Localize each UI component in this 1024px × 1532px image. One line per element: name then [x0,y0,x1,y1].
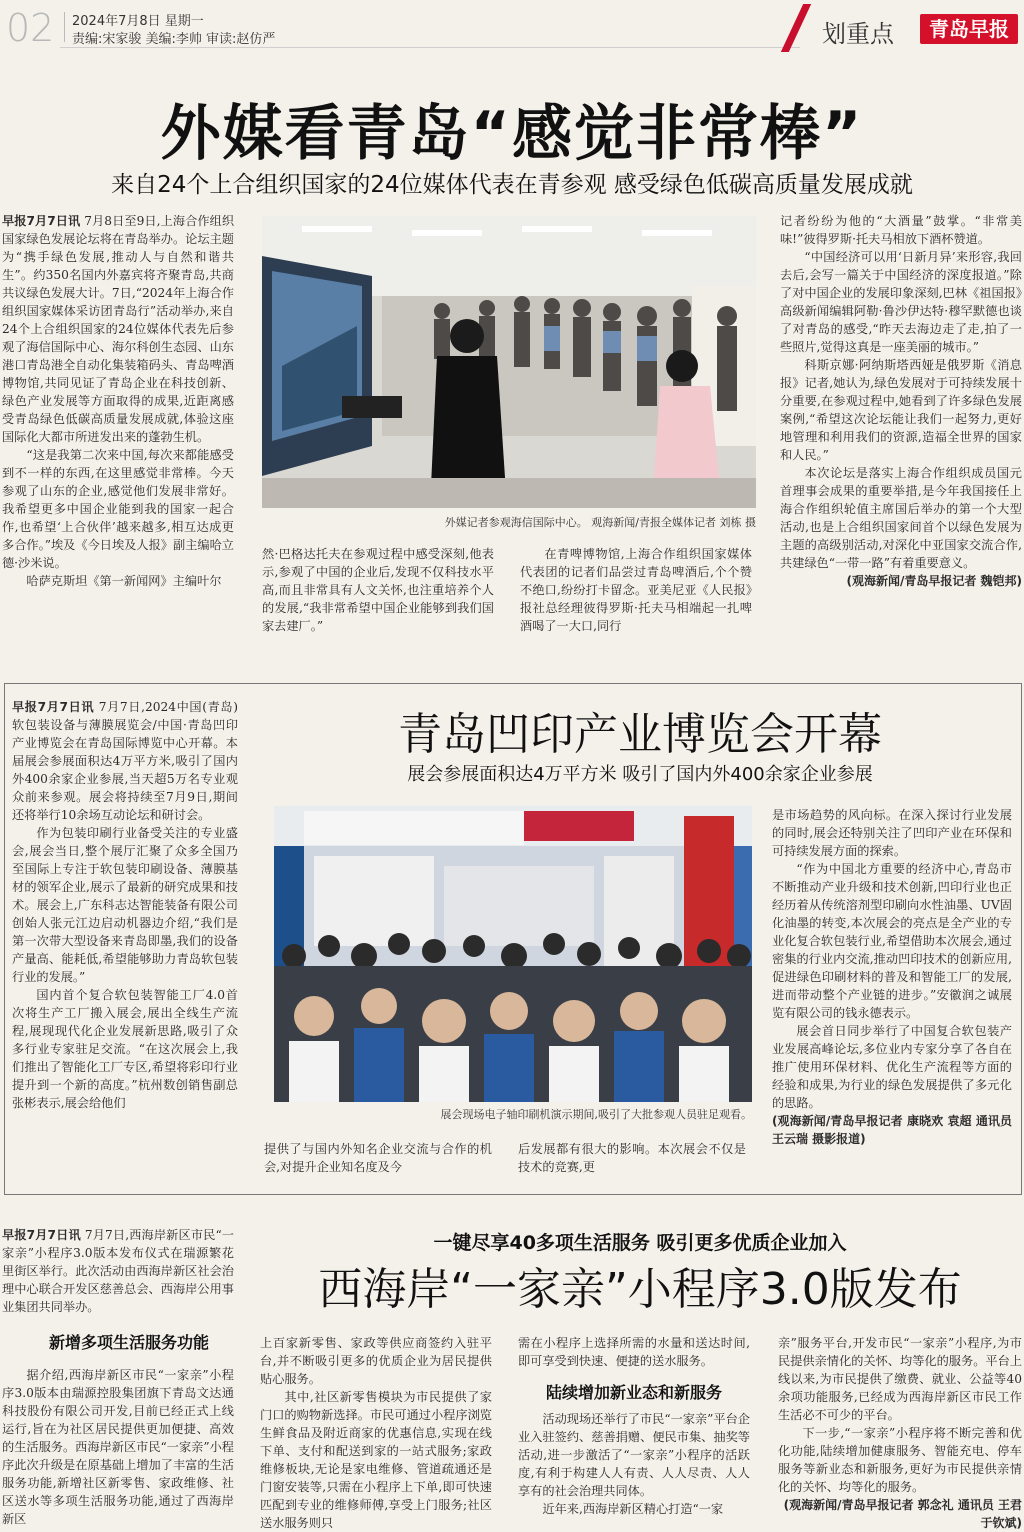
story3-column-3 [518,1334,750,1518]
story3-kicker: 一键尽享40多项生活服务 吸引更多优质企业加入 [433,1232,847,1254]
story3-paragraph: 需在小程序上选择所需的水量和送达时间,即可享受到快速、便捷的送水服务。 [518,1336,750,1368]
story3-column-1 [2,1366,234,1528]
story1-column-mid2 [520,545,752,635]
story2-photo-caption: 展会现场电子轴印刷机演示期间,吸引了大批参观人员驻足观看。 [440,1108,752,1121]
story1-paragraph: 7月8日至9日,上海合作组织国家绿色发展论坛将在青岛举办。论坛主题为“携手绿色发展,推动人与自然和谐共生”。约350名国内外嘉宾将齐聚青岛,共商共议绿色发展大计。7日,“2024年上海合作组织国家媒体采访团青岛行”活动举办,来自24个上合组织国家的24位媒体代表先后参观了海信国际中心、海尔科创生态园、山东港口青岛港全自动化集装箱码头、青岛啤酒博物馆,共同见证了青岛企业在科技创新、绿色产业发展等方面取得的成果,近距离感受青岛绿色低碳高质量发展成就,体验这座国际化大都市所迸发出来的蓬勃生机。 [2,214,235,444]
story3-column-4 [778,1334,1022,1532]
story2-column-right [772,806,1012,1148]
story2-column-mid1 [264,1140,492,1176]
dateline: 早报7月7日讯 [12,700,95,714]
story3-intro [2,1226,234,1316]
story3-column-2 [260,1334,492,1532]
story2-paragraph: 展会首日同步举行了中国复合软包装产业发展高峰论坛,多位业内专家分享了各自在推广使用环保材料、优化生产流程等方面的经验和成果,为行业的绿色发展提供了多元化的思路。 [772,1024,1012,1110]
story2-paragraph: 国内首个复合软包装智能工厂4.0首次将生产工厂搬入展会,展出全线生产流程,展现现代化企业发展新思路,吸引了众多行业专家驻足交流。“在这次展会上,我们推出了智能化工厂专区,希望将彩印行业提升到一个新的高度。”杭州数创销售副总张彬表示,展会给他们 [12,988,238,1110]
red-slash-mark [781,4,811,52]
story1-paragraph: 哈萨克斯坦《第一新闻网》主编叶尔 [26,574,222,588]
story3-byline: (观海新闻/青岛早报记者 郭念礼 通讯员 王君 于钦斌) [783,1498,1022,1530]
story2-subheadline: 展会参展面积达4万平方米 吸引了国内外400余家企业参展 [407,764,873,785]
story3-subhead-b: 陆续增加新业态和新服务 [545,1383,722,1402]
story1-headline: 外媒看青岛“感觉非常棒” [160,99,864,169]
story2-paragraph: 作为包装印刷行业备受关注的专业盛会,展会当日,整个展厅汇聚了众多全国乃至国际上专注于软包装印刷设备、薄膜基材的领军企业,展示了最新的研究成果和技术。展会上,广东科志达智能装备有限公司创始人张元江边启动机器边介绍,“我们是第一次带大型设备来青岛即墨,我们的设备产量高、能耗低,希望能够助力青岛软包装行业的发展。” [12,826,238,984]
story3-paragraph: 亲”服务平台,开发市民“一家亲”小程序,为市民提供亲情化的关怀、均等化的服务。平台上线以来,为市民提供了缴费、就业、公益等40余项功能服务,已经成为西海岸新区市民工作生活必不可少的平台。 [778,1336,1022,1422]
story2-photo [274,806,752,1102]
story2-byline: (观海新闻/青岛早报记者 康晓欢 袁超 通讯员 王云瑞 摄影报道) [772,1114,1012,1146]
story3-headline: 西海岸“一家亲”小程序3.0版发布 [318,1264,962,1315]
story3-paragraph: 上百家新零售、家政等供应商签约入驻平台,并不断吸引更多的优质企业为居民提供贴心服务。 [260,1336,492,1386]
story1-paragraph: 在青啤博物馆,上海合作组织国家媒体代表团的记者们品尝过青岛啤酒后,个个赞不绝口,纷纷打卡留念。亚美尼亚《人民报》报社总经理彼得罗斯·托夫马相端起一扎啤酒喝了一大口,同行 [520,547,752,633]
story1-column-left [2,212,234,590]
story1-paragraph: 科斯京娜·阿纳斯塔西娅是俄罗斯《消息报》记者,她认为,绿色发展对于可持续发展十分重要,在参观过程中,她看到了许多绿色发展案例,“希望这次论坛能让我们一起努力,更好地管理和利用我们的资源,造福全世界的国家和人民。” [780,358,1022,462]
story3-paragraph: 活动现场还举行了市民“一家亲”平台企业入驻签约、慈善捐赠、便民市集、抽奖等活动,进一步激活了“一家亲”小程序的活跃度,有利于构建人人有责、人人尽责、人人享有的社会治理共同体。 [518,1412,750,1498]
story1-column-right [780,212,1022,590]
story1-paragraph: 记者纷纷为他的“大酒量”鼓掌。“非常美味!”彼得罗斯·托夫马相放下酒杯赞道。 [780,214,1022,246]
story3-paragraph: 据介绍,西海岸新区市民“一家亲”小程序3.0版本由瑞源控股集团旗下青岛文达通科技股份有限公司开发,目前已经正式上线运行,旨在为社区居民提供更加便捷、高效的生活服务。西海岸新区市民“一家亲”小程序此次升级是在原基础上增加了丰富的生活服务功能,新增社区新零售、家政维修、社区送水等多项生活服务功能,通过了西海岸新区 [2,1368,234,1526]
story3-subhead-a: 新增多项生活服务功能 [48,1333,209,1352]
dateline: 早报7月7日讯 [2,1228,81,1242]
story2-paragraph: 是市场趋势的风向标。在深入探讨行业发展的同时,展会还特别关注了凹印产业在环保和可持续发展方面的探索。 [772,808,1012,858]
header-rule [60,47,800,48]
dateline: 早报7月7日讯 [2,214,81,228]
story1-paragraph: 本次论坛是落实上海合作组织成员国元首理事会成果的重要举措,是今年我国接任上海合作组织轮值主席国后举办的第一个大型活动,也是上合组织国家间首个以绿色发展为主题的高级别活动,对深化中亚国家交流合作,共建绿色“一带一路”有着重要意义。 [780,466,1022,570]
story2-paragraph: 7月7日,2024中国(青岛)软包装设备与薄膜展览会/中国·青岛凹印产业博览会在青岛国际博览中心开幕。本届展会参展面积达4万平方米,吸引了国内外400余家企业参展,当天超5万名专业观众前来参观。展会将持续至7月9日,期间还将举行10余场互动论坛和研讨会。 [12,700,238,822]
header-divider [64,12,65,42]
section-name: 划重点 [822,20,894,48]
story1-column-mid1 [262,545,494,635]
story1-paragraph: 然·巴格达托夫在参观过程中感受深刻,他表示,参观了中国的企业后,发现不仅科技水平高,而且非常具有人文关怀,也注重培养个人的发展,“我非常希望中国企业能够到我们国家去建厂。” [262,547,494,633]
story2-paragraph: 提供了与国内外知名企业交流与合作的机会,对提升企业知名度及今 [264,1142,492,1174]
editor-credits: 责编:宋家骏 美编:李帅 审读:赵仿严 [72,32,276,47]
expo-crowd-photo [274,806,752,1102]
newspaper-logo: 青岛早报 [920,14,1018,44]
story3-paragraph: 其中,社区新零售模块为市民提供了家门口的购物新选择。市民可通过小程序浏览生鲜食品及附近商家的优惠信息,实现在线下单、支付和配送到家的一站式服务;家政维修板块,无论是家电维修、管道疏通还是门窗安装等,只需在小程序上下单,即可快速匹配到专业的维修师傅,享受上门服务;社区送水服务则只 [260,1390,492,1530]
story1-paragraph: “这是我第二次来中国,每次来都能感受到不一样的东西,在这里感觉非常棒。今天参观了山东的企业,感觉他们发展非常好。我希望更多中国企业能到我的国家一起合作,也希望‘上合伙伴’越来越多,相互达成更多合作。”埃及《今日埃及人报》副主编哈立德·沙米说。 [2,448,234,570]
story2-column-mid2 [518,1140,746,1176]
story1-photo-caption: 外媒记者参观海信国际中心。 观海新闻/青报全媒体记者 刘栋 摄 [444,516,756,529]
story1-paragraph: “中国经济可以用‘日新月异’来形容,我回去后,会写一篇关于中国经济的深度报道。”除了对中国企业的发展印象深刻,巴林《祖国报》高级新闻编辑阿勒·鲁沙伊达特·穆罕默德也谈了对青岛的感受,“昨天去海边走了走,拍了一些照片,觉得这真是一座美丽的城市。” [780,250,1022,354]
story3-paragraph: 近年来,西海岸新区精心打造“一家 [542,1502,724,1516]
story2-paragraph: 后发展都有很大的影响。本次展会不仅是技术的竞赛,更 [518,1142,746,1174]
story3-paragraph: 7月7日,西海岸新区市民“一家亲”小程序3.0版本发布仪式在瑞源繁花里街区举行。此次活动由西海岸新区社会治理中心联合开发区慈善总会、西海岸公用事业集团共同举办。 [2,1228,234,1314]
issue-date: 2024年7月8日 星期一 [72,14,204,29]
story1-photo [262,216,756,508]
story2-headline: 青岛凹印产业博览会开幕 [398,709,882,760]
story3-paragraph: 下一步,“一家亲”小程序将不断完善和优化功能,陆续增加健康服务、智能充电、停车服务等新业态和新服务,更好为市民提供亲情化的关怀、均等化的服务。 [778,1426,1022,1494]
story1-subheadline: 来自24个上合组织国家的24位媒体代表在青参观 感受绿色低碳高质量发展成就 [111,172,913,198]
story2-column-left [12,698,238,1112]
exhibition-hall-photo [262,216,756,508]
story1-byline: (观海新闻/青岛早报记者 魏铠邦) [846,574,1022,588]
page-number: 02 [6,6,55,50]
story2-paragraph: “作为中国北方重要的经济中心,青岛市不断推动产业升级和技术创新,凹印行业也正经历着从传统溶剂型印刷向水性油墨、UV固化油墨的转变,本次展会的亮点是全产业的专业化复合软包装行业,希望借助本次展会,通过密集的行业内交流,推动凹印技术的创新应用,促进绿色印刷材料的普及和智能工厂的发展,进而带动整个产业链的进步。”安徽润之诚展览有限公司的钱永德表示。 [772,862,1012,1020]
